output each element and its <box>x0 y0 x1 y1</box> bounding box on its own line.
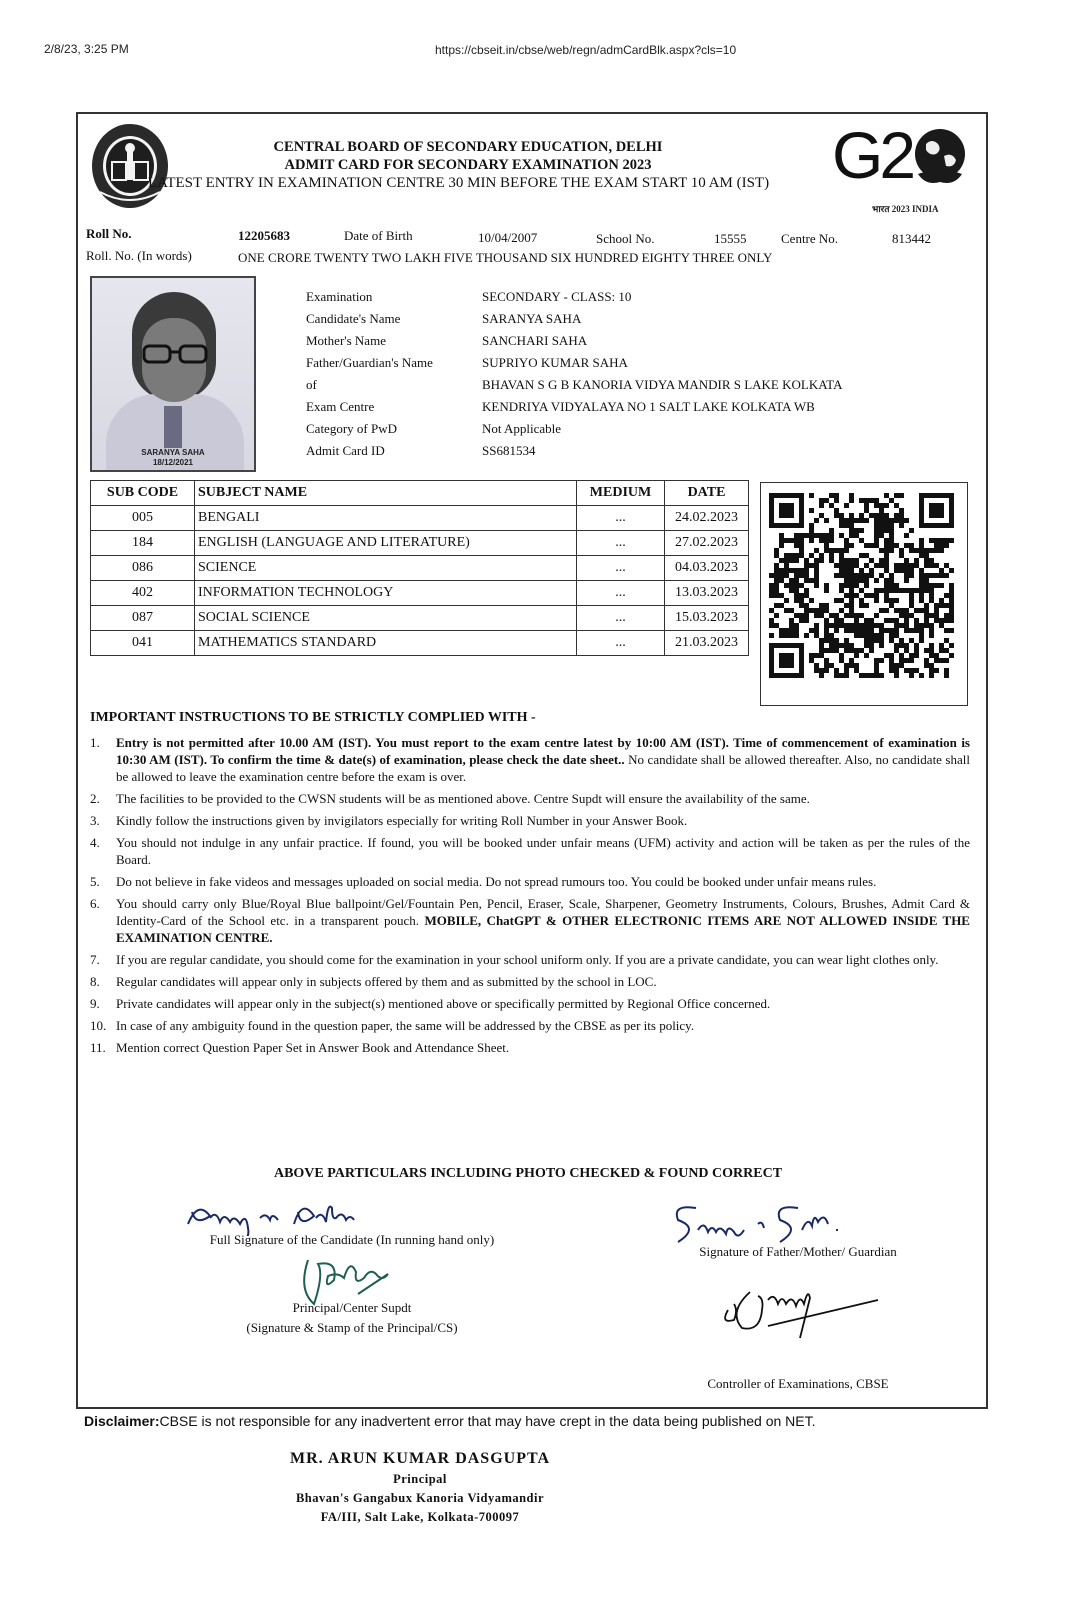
school-no-label: School No. <box>596 231 655 246</box>
detail-value: SANCHARI SAHA <box>482 333 588 348</box>
instruction-number: 9. <box>90 996 100 1011</box>
medium: ... <box>577 531 665 556</box>
instruction-text: Do not believe in fake videos and messages uploaded on social media. Do not spread rumours too. You could be booked under unfair means rules. <box>116 874 877 889</box>
detail-value: BHAVAN S G B KANORIA VIDYA MANDIR S LAKE KOLKATA <box>482 377 843 392</box>
header-medium: MEDIUM <box>577 481 665 506</box>
subject-name: BENGALI <box>195 506 577 531</box>
instruction-number: 4. <box>90 835 100 850</box>
header-subject-name: SUBJECT NAME <box>195 481 577 506</box>
detail-row <box>306 352 842 374</box>
roll-no-label: Roll No. <box>86 226 132 241</box>
detail-label: Mother's Name <box>306 333 386 348</box>
centre-no-value: 813442 <box>892 231 931 246</box>
medium: ... <box>577 556 665 581</box>
stamp-name: MR. ARUN KUMAR DASGUPTA <box>289 1450 551 1467</box>
medium: ... <box>577 631 665 656</box>
exam-date: 27.02.2023 <box>665 531 749 556</box>
detail-label: Examination <box>306 289 373 304</box>
instruction-number: 2. <box>90 791 100 806</box>
qr-code-icon <box>769 493 959 695</box>
exam-date: 04.03.2023 <box>665 556 749 581</box>
subject-name: MATHEMATICS STANDARD <box>195 631 577 656</box>
controller-label: Controller of Examinations, CBSE <box>707 1376 889 1391</box>
stamp-address: FA/III, Salt Lake, Kolkata-700097 <box>320 1510 520 1524</box>
qr-code <box>760 482 968 706</box>
guardian-signature-icon <box>668 1200 888 1244</box>
principal-label: Principal/Center Supdt <box>292 1300 412 1315</box>
subject-name: SCIENCE <box>195 556 577 581</box>
detail-label: Admit Card ID <box>306 443 385 458</box>
detail-value: SECONDARY - CLASS: 10 <box>482 289 632 304</box>
medium: ... <box>577 506 665 531</box>
candidate-signature-label: Full Signature of the Candidate (In running hand only) <box>209 1232 495 1247</box>
exam-date: 24.02.2023 <box>665 506 749 531</box>
roll-words-value: ONE CRORE TWENTY TWO LAKH FIVE THOUSAND SIX HUNDRED EIGHTY THREE ONLY <box>238 250 773 265</box>
stamp-title: Principal <box>393 1472 447 1486</box>
cbse-emblem-icon <box>90 122 170 210</box>
candidate-photo <box>90 276 256 472</box>
sub-code: 005 <box>91 506 195 531</box>
exam-date: 21.03.2023 <box>665 631 749 656</box>
medium: ... <box>577 606 665 631</box>
instruction-bold-text: Entry is not permitted after 10.00 AM (IST). You must report to the exam centre latest by 10:00 AM (IST). Time of commencement of examination is 10:30 AM (IST). To confirm the time & date(s) of examination, please check the date sheet.. <box>116 735 970 767</box>
candidate-details <box>306 286 842 462</box>
instruction-text: You should not indulge in any unfair practice. If found, you will be booked under unfair means (UFM) activity and action will be taken as per the rules of the Board. <box>116 835 970 867</box>
detail-label: Father/Guardian's Name <box>306 355 433 370</box>
disclaimer-text: CBSE is not responsible for any inadvertent error that may have crept in the data being published on NET. <box>159 1413 816 1429</box>
exam-date: 15.03.2023 <box>665 606 749 631</box>
detail-row <box>306 418 842 440</box>
exam-date: 13.03.2023 <box>665 581 749 606</box>
instruction-text: You should carry only Blue/Royal Blue ballpoint/Gel/Fountain Pen, Pencil, Eraser, Scale, Sharpener, Geometry Instruments, Colours, Brushes, Admit Card & Identity-Card of the School etc. in a transparent pouch. <box>116 896 970 928</box>
print-datetime: 2/8/23, 3:25 PM <box>44 42 129 56</box>
instruction-text: No candidate shall be allowed thereafter. Also, no candidate shall be allowed to leave the examination centre before the exam is over. <box>116 752 970 784</box>
roll-words-label: Roll. No. (In words) <box>86 248 192 263</box>
sub-code: 402 <box>91 581 195 606</box>
detail-value: SARANYA SAHA <box>482 311 582 326</box>
instruction-item <box>90 1039 970 1056</box>
instruction-item <box>90 790 970 807</box>
table-row <box>91 556 749 581</box>
instruction-item <box>90 812 970 829</box>
instruction-item <box>90 873 970 890</box>
detail-row <box>306 286 842 308</box>
principal-stamp <box>230 1448 610 1527</box>
instruction-item <box>90 951 970 968</box>
admit-card <box>76 112 988 1409</box>
dob-label: Date of Birth <box>344 228 413 243</box>
detail-label: of <box>306 377 317 392</box>
header-date: DATE <box>665 481 749 506</box>
stamp-school: Bhavan's Gangabux Kanoria Vidyamandir <box>295 1491 545 1505</box>
verification-statement: ABOVE PARTICULARS INCLUDING PHOTO CHECKED & FOUND CORRECT <box>273 1166 783 1181</box>
header-sub-code: SUB CODE <box>91 481 195 506</box>
table-row <box>91 506 749 531</box>
instruction-text: If you are regular candidate, you should come for the examination in your school uniform only. If you are a private candidate, you can wear light clothes only. <box>116 952 939 967</box>
sub-code: 184 <box>91 531 195 556</box>
instruction-text: Regular candidates will appear only in subjects offered by them and as submitted by the school in LOC. <box>116 974 657 989</box>
sub-code: 041 <box>91 631 195 656</box>
instruction-number: 1. <box>90 735 100 750</box>
subject-name: SOCIAL SCIENCE <box>195 606 577 631</box>
table-row <box>91 531 749 556</box>
principal-stamp-label: (Signature & Stamp of the Principal/CS) <box>246 1320 458 1335</box>
g20-subtitle: भारत 2023 INDIA <box>872 204 939 214</box>
instruction-item <box>90 973 970 990</box>
instruction-number: 5. <box>90 874 100 889</box>
g20-globe-icon <box>914 126 966 186</box>
instructions-title: IMPORTANT INSTRUCTIONS TO BE STRICTLY COMPLIED WITH - <box>90 710 536 725</box>
detail-label: Exam Centre <box>306 399 375 414</box>
detail-value: SS681534 <box>482 443 536 458</box>
detail-row <box>306 330 842 352</box>
subject-name: INFORMATION TECHNOLOGY <box>195 581 577 606</box>
instruction-text: Private candidates will appear only in the subject(s) mentioned above or specifically permitted by Regional Office concerned. <box>116 996 771 1011</box>
table-row <box>91 606 749 631</box>
instruction-text: Kindly follow the instructions given by invigilators especially for writing Roll Number in your Answer Book. <box>116 813 688 828</box>
instruction-bold-text: MOBILE, ChatGPT & OTHER ELECTRONIC ITEMS ARE NOT ALLOWED INSIDE THE EXAMINATION CENTRE. <box>116 913 970 945</box>
instruction-number: 6. <box>90 896 100 911</box>
detail-value: KENDRIYA VIDYALAYA NO 1 SALT LAKE KOLKATA WB <box>482 399 815 414</box>
detail-label: Category of PwD <box>306 421 397 436</box>
detail-row <box>306 440 842 462</box>
controller-signature-icon <box>718 1270 898 1350</box>
print-url: https://cbseit.in/cbse/web/regn/admCardBlk.aspx?cls=10 <box>435 43 737 57</box>
instruction-item <box>90 1017 970 1034</box>
board-title: CENTRAL BOARD OF SECONDARY EDUCATION, DELHI <box>273 139 663 155</box>
photo-caption-name: SARANYA SAHA <box>141 448 205 457</box>
disclaimer <box>84 1413 816 1429</box>
detail-value: Not Applicable <box>482 421 562 436</box>
guardian-signature-label: Signature of Father/Mother/ Guardian <box>699 1244 897 1259</box>
detail-row <box>306 374 842 396</box>
instruction-item <box>90 995 970 1012</box>
centre-no-label: Centre No. <box>781 231 839 246</box>
instruction-text: Mention correct Question Paper Set in Answer Book and Attendance Sheet. <box>116 1040 510 1055</box>
medium: ... <box>577 581 665 606</box>
instruction-item <box>90 895 970 946</box>
g20-logo-text: G2 <box>832 118 913 192</box>
sub-code: 086 <box>91 556 195 581</box>
detail-row <box>306 396 842 418</box>
detail-label: Candidate's Name <box>306 311 401 326</box>
entry-notice: LATEST ENTRY IN EXAMINATION CENTRE 30 MIN BEFORE THE EXAM START 10 AM (IST) <box>148 175 770 191</box>
instruction-number: 3. <box>90 813 100 828</box>
instruction-item <box>90 734 970 785</box>
instruction-text: In case of any ambiguity found in the question paper, the same will be addressed by the CBSE as per its policy. <box>116 1018 695 1033</box>
admit-card-title: ADMIT CARD FOR SECONDARY EXAMINATION 2023 <box>284 157 652 173</box>
subjects-table <box>90 480 749 656</box>
instruction-number: 8. <box>90 974 100 989</box>
dob-value: 10/04/2007 <box>478 230 538 245</box>
roll-no-value: 12205683 <box>238 228 290 243</box>
instructions-list <box>90 734 970 1061</box>
instruction-number: 10. <box>90 1018 107 1033</box>
instruction-text: The facilities to be provided to the CWSN students will be as mentioned above. Centre Supdt will ensure the availability of the same. <box>116 791 810 806</box>
disclaimer-label: Disclaimer: <box>84 1413 160 1429</box>
detail-value: SUPRIYO KUMAR SAHA <box>482 355 628 370</box>
table-row <box>91 581 749 606</box>
school-no-value: 15555 <box>714 231 747 246</box>
table-row <box>91 631 749 656</box>
instruction-item <box>90 834 970 868</box>
photo-caption-date: 18/12/2021 <box>152 458 194 467</box>
detail-row <box>306 308 842 330</box>
table-header-row <box>91 481 749 506</box>
instruction-number: 7. <box>90 952 100 967</box>
candidate-signature-icon <box>182 1196 382 1236</box>
sub-code: 087 <box>91 606 195 631</box>
g20-logo <box>832 118 962 222</box>
instruction-number: 11. <box>90 1040 106 1055</box>
subject-name: ENGLISH (LANGUAGE AND LITERATURE) <box>195 531 577 556</box>
